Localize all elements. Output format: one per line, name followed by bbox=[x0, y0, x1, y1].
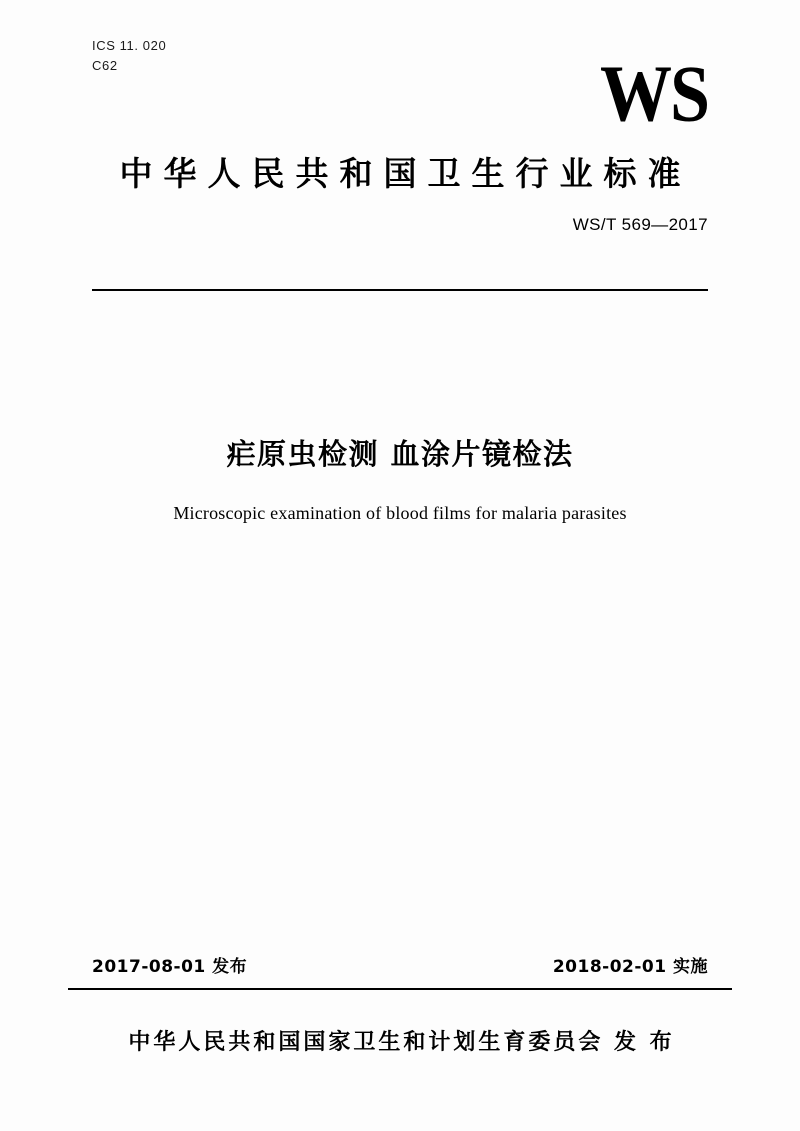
ws-logo: WS bbox=[599, 48, 708, 139]
standard-number: WS/T 569—2017 bbox=[572, 215, 708, 234]
issuing-authority: 中华人民共和国国家卫生和计划生育委员会 发 布 bbox=[128, 1030, 675, 1055]
classification-code: C62 bbox=[92, 58, 118, 74]
document-title-cn: 疟原虫检测 血涂片镜检法 bbox=[226, 437, 574, 471]
standard-series-title: 中华人民共和国卫生行业标准 bbox=[119, 154, 692, 193]
implementation-date: 2018-02-01 实施 bbox=[552, 957, 708, 977]
header-divider bbox=[92, 289, 708, 291]
issue-date: 2017-08-01 发布 bbox=[92, 957, 248, 977]
document-title-en: Microscopic examination of blood films for malaria parasites bbox=[173, 503, 627, 523]
date-row bbox=[92, 952, 708, 977]
ics-block bbox=[92, 36, 166, 76]
footer-divider bbox=[68, 988, 732, 990]
ics-code: ICS 11. 020 bbox=[92, 38, 167, 53]
